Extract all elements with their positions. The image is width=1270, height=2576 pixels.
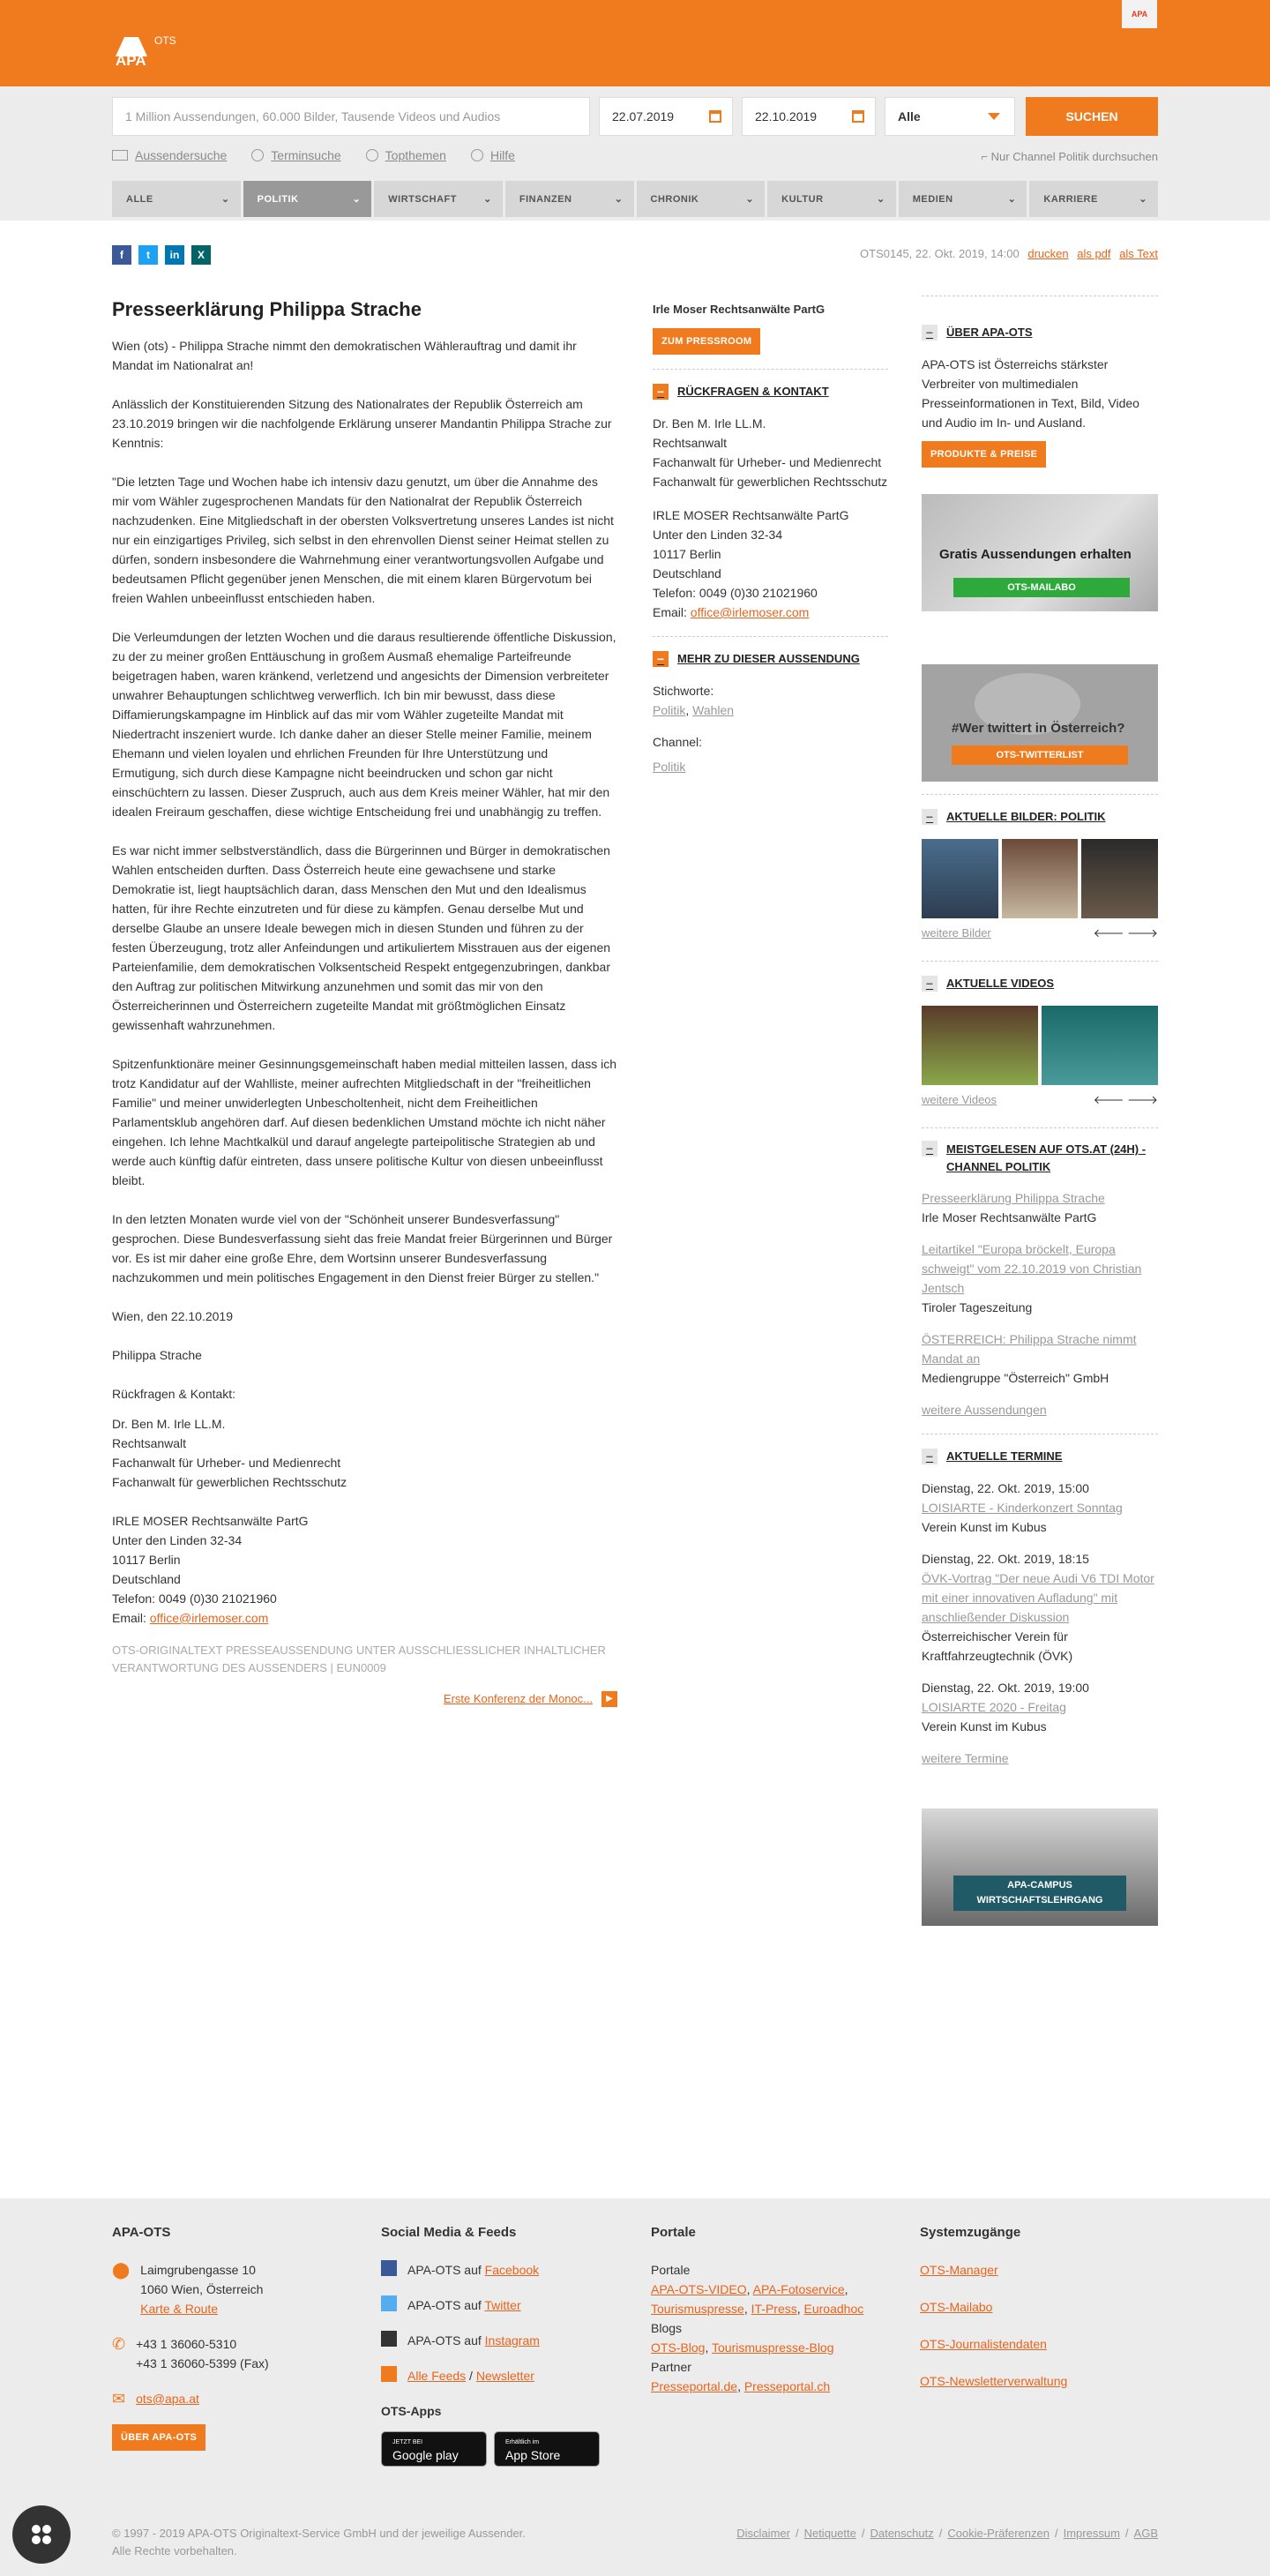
about-apa-button[interactable]: ÜBER APA-OTS (112, 2424, 205, 2451)
mostread-link[interactable]: Leitartikel "Europa bröckelt, Europa schweigt" vom 22.10.2019 von Christian Jentsch (922, 1242, 1142, 1295)
article-title: Presseerklärung Philippa Strache (112, 298, 422, 320)
about-toggle[interactable] (922, 323, 1158, 342)
legal-links: Disclaimer / Netiquette / Datenschutz / Cookie-Präferenzen / Impressum / AGB (736, 2525, 1158, 2542)
minus-icon[interactable]: − (922, 976, 938, 992)
address-line: Telefon: 0049 (0)30 21021960 (653, 586, 818, 600)
event-link[interactable]: LOISIARTE - Kinderkonzert Sonntag (922, 1501, 1123, 1515)
copyright: Alle Rechte vorbehalten. (112, 2544, 237, 2557)
apa-ots-logo[interactable] (112, 30, 197, 67)
events-heading: AKTUELLE TERMINE (946, 1449, 1063, 1463)
filter-select[interactable] (885, 97, 1015, 136)
mostread-link[interactable]: ÖSTERREICH: Philippa Strache nimmt Mandat an (922, 1332, 1137, 1366)
partner-link[interactable]: Presseportal.ch (743, 2379, 831, 2393)
more-section-toggle[interactable] (653, 649, 888, 669)
store-small: Erhältlich im (505, 2439, 540, 2445)
portal-group: Blogs (651, 2321, 683, 2335)
nav-label: CHRONIK (650, 193, 699, 205)
aussendersuche-label: Aussendersuche (135, 148, 228, 162)
event-org: Österreichischer Verein für Kraftfahrzeugtechnik (ÖVK) (922, 1629, 1073, 1663)
system-link[interactable]: OTS-Manager (920, 2263, 998, 2277)
contact-section-toggle[interactable] (653, 382, 888, 401)
building-icon (112, 150, 128, 161)
mostread-toggle[interactable] (922, 1141, 1158, 1176)
clock-icon (251, 149, 264, 161)
topthemen-link[interactable] (366, 148, 446, 162)
social-prefix: APA-OTS auf (407, 2333, 485, 2348)
contact-heading: RÜCKFRAGEN & KONTAKT (677, 385, 829, 398)
news-photo[interactable] (1081, 839, 1158, 918)
search-input[interactable]: 1 Million Aussendungen, 60.000 Bilder, Tausende Videos und Audios (112, 97, 590, 136)
article-paragraph: Spitzenfunktionäre meiner Gesinnungsgemeinschaft haben medial mitteilen lassen, dass ich trotz Kandidatur auf der Wahlliste, meiner aufrechten Mitgliedschaft in der "freiheitlichen Familie" und meiner unwiderlegten Unbescholtenheit, nicht dem Freiheitlichen Parlamentsklub angehören darf. Auf diesen bedenklichen Umstand möchte ich nicht näher eingehen. Ich lehne Machtkalkül und darauf angelegte parteipolitische Strategien ab und werde auch künftig dafür eintreten, dass unsere politische Kultur von diesen unbeeinflusst bleibt. (112, 1057, 616, 1187)
calendar-icon[interactable] (852, 110, 864, 123)
mailabo-banner[interactable] (922, 494, 1158, 611)
article-paragraph: In den letzten Monaten wurde viel von der "Schönheit unserer Bundesverfassung" gesprochen. Diese Bundesverfassung sieht das freie Mandat freier Bürgerinnen und Bürger vor. Es ist mir daher eine große Ehre, dem Wortsinn unserer Bundesverfassung nachzukommen und mein politisches Engagement in den Dienst freier Bürger zu stellen." (112, 1212, 613, 1284)
article-paragraph: Anlässlich der Konstituierenden Sitzung des Nationalrates der Republik Österreich am 23.10.2019 bringen wir die nachfolgende Erklärung unserer Mandantin Philippa Strache zur Kenntnis: (112, 397, 612, 450)
nav-label: MEDIEN (912, 193, 953, 205)
phone-icon: ✆ (112, 2335, 126, 2353)
address-line: Unter den Linden 32-34 (653, 528, 783, 542)
article-paragraph: Es war nicht immer selbstverständlich, dass die Bürgerinnen und Bürger in demokratischen Wahlen entscheiden durften. Dass Österreich heute eine gewachsene und starke Demokratie ist, liegt hauptsächlich daran, dass Menschen den Mut und den Idealismus hatten, für ihre Rechte einzutreten und für diese zu kämpfen. Genau derselbe Mut und derselbe Glaube an unsere Ideale bewegen mich in diesen Stunden und führen zu der festen Überzeugung, trotz aller Anfeindungen und artikuliertem Misstrauen aus der eigenen Parteienfamilie, dem demokratischen Volksentscheid Respekt entgegenzubringen, dankbar den Auftrag zur politischen Mitwirkung anzunehmen und somit das mir von den Österreicherinnen und Österreichern zugeteilte Mandat mit größtmöglichen Einsatz gewissenhaft wahrzunehmen. (112, 843, 611, 1032)
arrow-left-icon[interactable]: 🡐 (1093, 926, 1124, 940)
partner-link[interactable]: Presseportal.de (651, 2379, 738, 2393)
contact-line: Rechtsanwalt (653, 436, 728, 450)
nav-politik[interactable] (243, 181, 372, 217)
list-item (922, 1188, 1158, 1227)
feeds-link[interactable]: Alle Feeds (407, 2369, 467, 2383)
chevron-down-icon: ⌄ (1139, 194, 1147, 205)
article (112, 243, 617, 1709)
about-heading: ÜBER APA-OTS (946, 326, 1033, 339)
portal-group: Portale (651, 2263, 691, 2277)
nav-finanzen[interactable] (505, 181, 634, 217)
location-pin-icon: ⬤ (112, 2261, 131, 2279)
address-line: 10117 Berlin (112, 1553, 181, 1567)
chevron-down-icon: ⌄ (877, 194, 885, 205)
address-line: IRLE MOSER Rechtsanwälte PartG (653, 508, 849, 522)
products-button[interactable]: PRODUKTE & PREISE (922, 441, 1046, 468)
address-line: Deutschland (112, 1572, 181, 1586)
twitter-share-icon[interactable]: t (138, 245, 158, 265)
google-play-badge[interactable] (381, 2431, 487, 2467)
article-paragraph: "Die letzten Tage und Wochen habe ich intensiv dazu genutzt, um über die Annahme des mir vom Wähler zugesprochenen Mandats für den Nationalrat der Republik Österreich nachzudenken. Eine Mitgliedschaft in der obersten Volksvertretung unseres Landes ist nicht nur ein einzigartiges Privileg, sich selbst in den ehrenvollen Dienst seiner Heimat stellen zu dürfen, sondern insbesondere die Wahrnehmung einer verantwortungsvollen Aufgabe und bedeutsamen Pflicht gegenüber jenen Menschen, die mit einem klaren Bürgervotum bei freien Wahlen unbeeinflusst entschieden haben. (112, 475, 614, 605)
hilfe-link[interactable] (471, 148, 515, 162)
nav-label: FINANZEN (519, 193, 572, 205)
contact-line: Fachanwalt für Urheber- und Medienrecht (112, 1456, 341, 1470)
footer-fax: +43 1 36060-5399 (Fax) (136, 2356, 269, 2370)
print-link[interactable]: drucken (1027, 247, 1069, 260)
nav-label: ALLE (126, 193, 153, 205)
chevron-down-icon (988, 113, 1000, 120)
more-images-link[interactable]: weitere Bilder (922, 926, 991, 940)
footer-col-apa (112, 2223, 350, 2451)
nav-chronik[interactable] (637, 181, 766, 217)
disclaimer: OTS-ORIGINALTEXT PRESSEAUSSENDUNG UNTER AUSSCHLIESSLICHER INHALTLICHER VERANTWORTUNG DES AUSSENDERS | EUN0009 (112, 1644, 606, 1674)
instagram-link[interactable]: Instagram (484, 2333, 540, 2348)
twitterlist-button[interactable]: OTS-TWITTERLIST (952, 745, 1128, 765)
social-prefix: APA-OTS auf (407, 2263, 485, 2277)
contact-line: Fachanwalt für gewerblichen Rechtsschutz (653, 475, 888, 489)
legal-link[interactable]: Cookie-Präferenzen (947, 2527, 1050, 2540)
apa-badge-logo[interactable]: APA (1122, 0, 1157, 28)
divider (653, 636, 888, 637)
legal-link[interactable]: Disclaimer (736, 2527, 790, 2540)
list-item (922, 1678, 1158, 1736)
divider (922, 1127, 1158, 1128)
more-events-link[interactable]: weitere Termine (922, 1751, 1009, 1765)
channel-label: Channel: (653, 735, 703, 749)
dots-grid-icon (29, 2522, 54, 2547)
address-line: 10117 Berlin (653, 547, 721, 561)
nav-label: KULTUR (781, 193, 824, 205)
floating-menu-button[interactable] (12, 2505, 71, 2564)
email-link[interactable]: office@irlemoser.com (149, 1611, 269, 1625)
mostread-heading: MEISTGELESEN AUF OTS.AT (24H) - CHANNEL POLITIK (946, 1142, 1147, 1173)
keyword-link[interactable]: Wahlen (692, 703, 735, 717)
twitter-banner[interactable] (922, 664, 1158, 782)
address-line: IRLE MOSER Rechtsanwälte PartG (112, 1514, 309, 1528)
linkedin-share-icon[interactable]: in (165, 245, 184, 265)
copyright: © 1997 - 2019 APA-OTS Originaltext-Service GmbH und der jeweilige Aussender. (112, 2527, 526, 2540)
portal-link[interactable]: APA-Fotoservice (752, 2282, 845, 2296)
contact-line: Fachanwalt für Urheber- und Medienrecht (653, 455, 882, 469)
event-link[interactable]: LOISIARTE 2020 - Freitag (922, 1700, 1066, 1714)
article-paragraph: Rückfragen & Kontakt: (112, 1387, 236, 1401)
checkbox-icon[interactable]: ⌐ (981, 150, 991, 163)
chevron-down-icon: ⌄ (1007, 194, 1017, 205)
chevron-down-icon: ⌄ (745, 194, 755, 205)
email-label: Email: (112, 1611, 150, 1625)
footer-heading: Systemzugänge (920, 2225, 1021, 2240)
twitter-icon (381, 2295, 397, 2311)
release-id: OTS0145, 22. Okt. 2019, 14:00 (860, 247, 1020, 260)
sender-name: Irle Moser Rechtsanwälte PartG (653, 303, 826, 316)
videos-heading: AKTUELLE VIDEOS (946, 977, 1055, 990)
more-heading: MEHR ZU DIESER AUSSENDUNG (677, 652, 860, 665)
nav-label: WIRTSCHAFT (388, 193, 457, 205)
mostread-source: Mediengruppe "Österreich" GmbH (922, 1371, 1109, 1385)
date-from-value: 22.07.2019 (612, 109, 675, 124)
text-link[interactable]: als Text (1119, 247, 1158, 260)
campus-line: APA-CAMPUS (1007, 1880, 1072, 1891)
image-strip (922, 839, 1158, 918)
facebook-icon (381, 2260, 397, 2276)
channel-nav (112, 181, 1158, 217)
mostread-list (922, 1188, 1158, 1388)
contact-line: Dr. Ben M. Irle LL.M. (653, 416, 766, 431)
portal-link[interactable]: IT-Press (751, 2302, 797, 2316)
channel-link[interactable]: Politik (653, 760, 686, 774)
contact-line: Dr. Ben M. Irle LL.M. (112, 1417, 226, 1431)
nav-medien[interactable] (899, 181, 1027, 217)
minus-icon[interactable]: − (922, 1141, 938, 1157)
svg-text:OTS: OTS (154, 34, 176, 47)
pdf-link[interactable]: als pdf (1077, 247, 1111, 260)
next-release-link[interactable]: Erste Konferenz der Monoc... (443, 1692, 593, 1705)
list-item (922, 1479, 1158, 1537)
chevron-down-icon: ⌄ (352, 194, 362, 205)
date-from-field[interactable] (599, 97, 733, 136)
footer-col-portals: Portale Portale APA-OTS-VIDEO, APA-Fotoservice, Tourismuspresse, IT-Press, Euroadhoc Blogs OTS-Blog, Tourismuspresse-Blog Partner Presseportal.de, Presseportal.ch (651, 2223, 889, 2396)
separator: / (466, 2369, 476, 2383)
video-thumbnail[interactable] (1042, 1006, 1158, 1085)
search-button[interactable]: SUCHEN (1026, 97, 1158, 136)
map-link[interactable]: Karte & Route (140, 2302, 219, 2316)
social-prefix: APA-OTS auf (407, 2298, 485, 2312)
email-label: Email: (653, 605, 691, 619)
mostread-link[interactable]: Presseerklärung Philippa Strache (922, 1191, 1105, 1205)
aussendersuche-link[interactable] (112, 148, 227, 162)
facebook-link[interactable]: Facebook (484, 2263, 540, 2277)
event-org: Verein Kunst im Kubus (922, 1719, 1047, 1734)
next-release[interactable] (112, 1689, 617, 1709)
store-name: Google play (392, 2448, 459, 2462)
about-text: APA-OTS ist Österreichs stärkster Verbreiter von multimedialen Presseinformationen in Text, Bild, Video und Audio im In- und Ausland. (922, 357, 1139, 430)
compass-icon (366, 149, 378, 161)
nav-label: POLITIK (257, 193, 299, 205)
images-toggle[interactable] (922, 807, 1158, 827)
nav-karriere[interactable] (1029, 181, 1158, 217)
footer-bottom (112, 2525, 1158, 2560)
keywords: Politik, Wahlen (653, 703, 735, 717)
arrow-left-icon[interactable]: 🡐 (1093, 1093, 1124, 1106)
arrow-right-icon[interactable]: 🡒 (1127, 926, 1158, 940)
mailabo-button[interactable]: OTS-MAILABO (953, 578, 1130, 597)
more-releases-link[interactable]: weitere Aussendungen (922, 1403, 1047, 1417)
contact-line: Fachanwalt für gewerblichen Rechtsschutz (112, 1475, 347, 1489)
pressroom-button[interactable]: ZUM PRESSROOM (653, 328, 760, 355)
footer-address: Laimgrubengasse 10 (140, 2263, 256, 2277)
campus-line: WIRTSCHAFTSLEHRGANG (976, 1895, 1103, 1906)
apps-heading: OTS-Apps (381, 2404, 442, 2418)
release-meta (860, 247, 1158, 260)
minus-icon[interactable]: − (922, 1449, 938, 1464)
more-videos-link[interactable]: weitere Videos (922, 1093, 997, 1106)
mailabo-text: Gratis Aussendungen erhalten (939, 547, 1132, 562)
news-photo[interactable] (1002, 839, 1079, 918)
date-to-field[interactable] (742, 97, 876, 136)
video-thumbnail[interactable] (922, 1006, 1038, 1085)
mail-icon: ✉ (112, 2390, 126, 2408)
article-paragraph: Philippa Strache (112, 1348, 202, 1362)
video-strip (922, 1006, 1158, 1085)
filter-value: Alle (898, 109, 921, 124)
legal-link[interactable]: Netiquette (803, 2527, 856, 2540)
system-link[interactable]: OTS-Mailabo (920, 2300, 993, 2314)
portal-link[interactable]: APA-OTS-VIDEO (651, 2282, 747, 2296)
portal-link[interactable]: Euroadhoc (803, 2302, 864, 2316)
email-link[interactable]: office@irlemoser.com (690, 605, 810, 619)
twitter-link[interactable]: Twitter (484, 2298, 521, 2312)
footer-email-link[interactable]: ots@apa.at (136, 2392, 199, 2406)
store-name: App Store (505, 2448, 561, 2462)
sidebar (922, 296, 1158, 1926)
xing-share-icon[interactable]: X (191, 245, 211, 265)
nav-alle[interactable] (112, 181, 241, 217)
minus-icon[interactable]: − (653, 651, 669, 667)
article-paragraph: Wien (ots) - Philippa Strache nimmt den demokratischen Wählerauftrag und damit ihr Mandat im Nationalrat an! (112, 339, 577, 372)
channel-only-checkbox[interactable] (981, 150, 1158, 163)
events-toggle[interactable] (922, 1447, 1158, 1466)
event-link[interactable]: ÖVK-Vortrag "Der neue Audi V6 TDI Motor mit einer innovativen Aufladung" mit anschließender Diskussion (922, 1571, 1154, 1624)
chevron-down-icon: ⌄ (483, 194, 492, 205)
mostread-source: Tiroler Tageszeitung (922, 1300, 1033, 1314)
twitter-text: #Wer twittert in Österreich? (952, 721, 1125, 736)
blog-link[interactable]: OTS-Blog (651, 2340, 706, 2355)
article-contact (112, 1414, 617, 1492)
contact-line: Rechtsanwalt (112, 1436, 187, 1450)
event-org: Verein Kunst im Kubus (922, 1520, 1047, 1534)
terminsuche-link[interactable] (251, 148, 340, 162)
minus-icon[interactable]: − (922, 325, 938, 341)
list-item (922, 1549, 1158, 1666)
portal-link[interactable]: Tourismuspresse (651, 2302, 744, 2316)
minus-icon[interactable]: − (922, 809, 938, 825)
newsletter-link[interactable]: Newsletter (475, 2369, 534, 2383)
portal-group: Partner (651, 2360, 691, 2374)
address-line: Deutschland (653, 566, 721, 580)
footer-address: 1060 Wien, Österreich (140, 2282, 264, 2296)
footer-heading: APA-OTS (112, 2225, 171, 2240)
chevron-down-icon: ⌄ (614, 194, 624, 205)
legal-link[interactable]: AGB (1133, 2527, 1158, 2540)
article-address (112, 1511, 617, 1628)
legal-link[interactable]: Impressum (1063, 2527, 1120, 2540)
article-paragraph: Die Verleumdungen der letzten Wochen und die daraus resultierende öffentliche Diskussion, zu der zu meiner großen Enttäuschung in großem Ausmaß ehemalige Parteifreunde beigetragen haben, waren kränkend, verletzend und angesichts der Dimension verbreiteter unwahrer Behauptungen schlichtweg verwerflich. Ich bin mir bewusst, dass diese Diffamierungskampagne im Hinblick auf das mir vom Wähler zugeteilte Mandat mit Niedertracht inszeniert wurde. Ich danke daher an dieser Stelle meiner Familie, meinem Ehemann und vielen loyalen und ehrlichen Freunden für Ihre Unterstützung und Ermutigung, sich durch diese Kampagne nicht beeindrucken und schon gar nicht einschüchtern zu lassen. Dieser Zuspruch, auch aus dem Kreis meiner Wähler, hat mir den idealen Freiraum geschaffen, diese wichtige Entscheidung frei und unabhängig zu treffen. (112, 630, 616, 819)
mostread-source: Irle Moser Rechtsanwälte PartG (922, 1210, 1097, 1224)
info-icon (471, 149, 483, 161)
site-footer (0, 2198, 1270, 2576)
search-area (0, 86, 1270, 221)
svg-text:APA: APA (116, 52, 146, 67)
footer-col-system (920, 2223, 1158, 2391)
footer-heading: Social Media & Feeds (381, 2225, 517, 2240)
list-item (922, 1329, 1158, 1388)
nav-label: KARRIERE (1043, 193, 1098, 205)
divider (653, 369, 888, 370)
nav-wirtschaft[interactable] (374, 181, 503, 217)
event-date: Dienstag, 22. Okt. 2019, 18:15 (922, 1552, 1089, 1566)
address-line: Telefon: 0049 (0)30 21021960 (112, 1591, 277, 1606)
divider (922, 794, 1158, 795)
date-to-value: 22.10.2019 (755, 109, 818, 124)
arrow-right-icon[interactable]: 🡒 (1127, 1093, 1158, 1106)
nav-kultur[interactable] (767, 181, 896, 217)
news-photo[interactable] (922, 839, 998, 918)
sender-address (653, 505, 888, 622)
sender-info (653, 300, 888, 776)
facebook-share-icon[interactable]: f (112, 245, 131, 265)
footer-phone: +43 1 36060-5310 (136, 2337, 237, 2351)
divider (922, 961, 1158, 962)
event-date: Dienstag, 22. Okt. 2019, 15:00 (922, 1481, 1089, 1495)
events-list (922, 1479, 1158, 1736)
campus-label (953, 1876, 1126, 1911)
system-link[interactable]: OTS-Journalistendaten (920, 2337, 1047, 2351)
videos-toggle[interactable] (922, 974, 1158, 993)
system-link[interactable]: OTS-Newsletterverwaltung (920, 2374, 1068, 2388)
rss-icon (381, 2366, 397, 2382)
images-heading: AKTUELLE BILDER: POLITIK (946, 810, 1106, 823)
hilfe-label: Hilfe (489, 148, 515, 162)
store-small: JETZT BEI (392, 2439, 423, 2445)
arrow-right-icon[interactable]: ▶ (601, 1691, 617, 1707)
keyword-link[interactable]: Politik (653, 703, 686, 717)
site-header (0, 0, 1270, 86)
footer-heading: Portale (651, 2225, 696, 2240)
list-item (922, 1239, 1158, 1317)
channel-only-label: Nur Channel Politik durchsuchen (990, 150, 1158, 163)
campus-banner[interactable] (922, 1808, 1158, 1926)
blog-link[interactable]: Tourismuspresse-Blog (712, 2340, 834, 2355)
search-links (112, 148, 515, 162)
app-store-badge[interactable] (494, 2431, 600, 2467)
minus-icon[interactable]: − (653, 384, 669, 400)
instagram-icon (381, 2331, 397, 2347)
legal-link[interactable]: Datenschutz (870, 2527, 934, 2540)
terminsuche-label: Terminsuche (271, 148, 341, 162)
event-date: Dienstag, 22. Okt. 2019, 19:00 (922, 1681, 1089, 1695)
topthemen-label: Topthemen (385, 148, 446, 162)
sender-contact (653, 414, 888, 491)
address-line: Unter den Linden 32-34 (112, 1533, 243, 1547)
calendar-icon[interactable] (709, 110, 721, 123)
keywords-label: Stichworte: (653, 684, 714, 698)
article-paragraph: Wien, den 22.10.2019 (112, 1309, 233, 1323)
chevron-down-icon: ⌄ (220, 194, 230, 205)
footer-col-social (381, 2223, 619, 2467)
